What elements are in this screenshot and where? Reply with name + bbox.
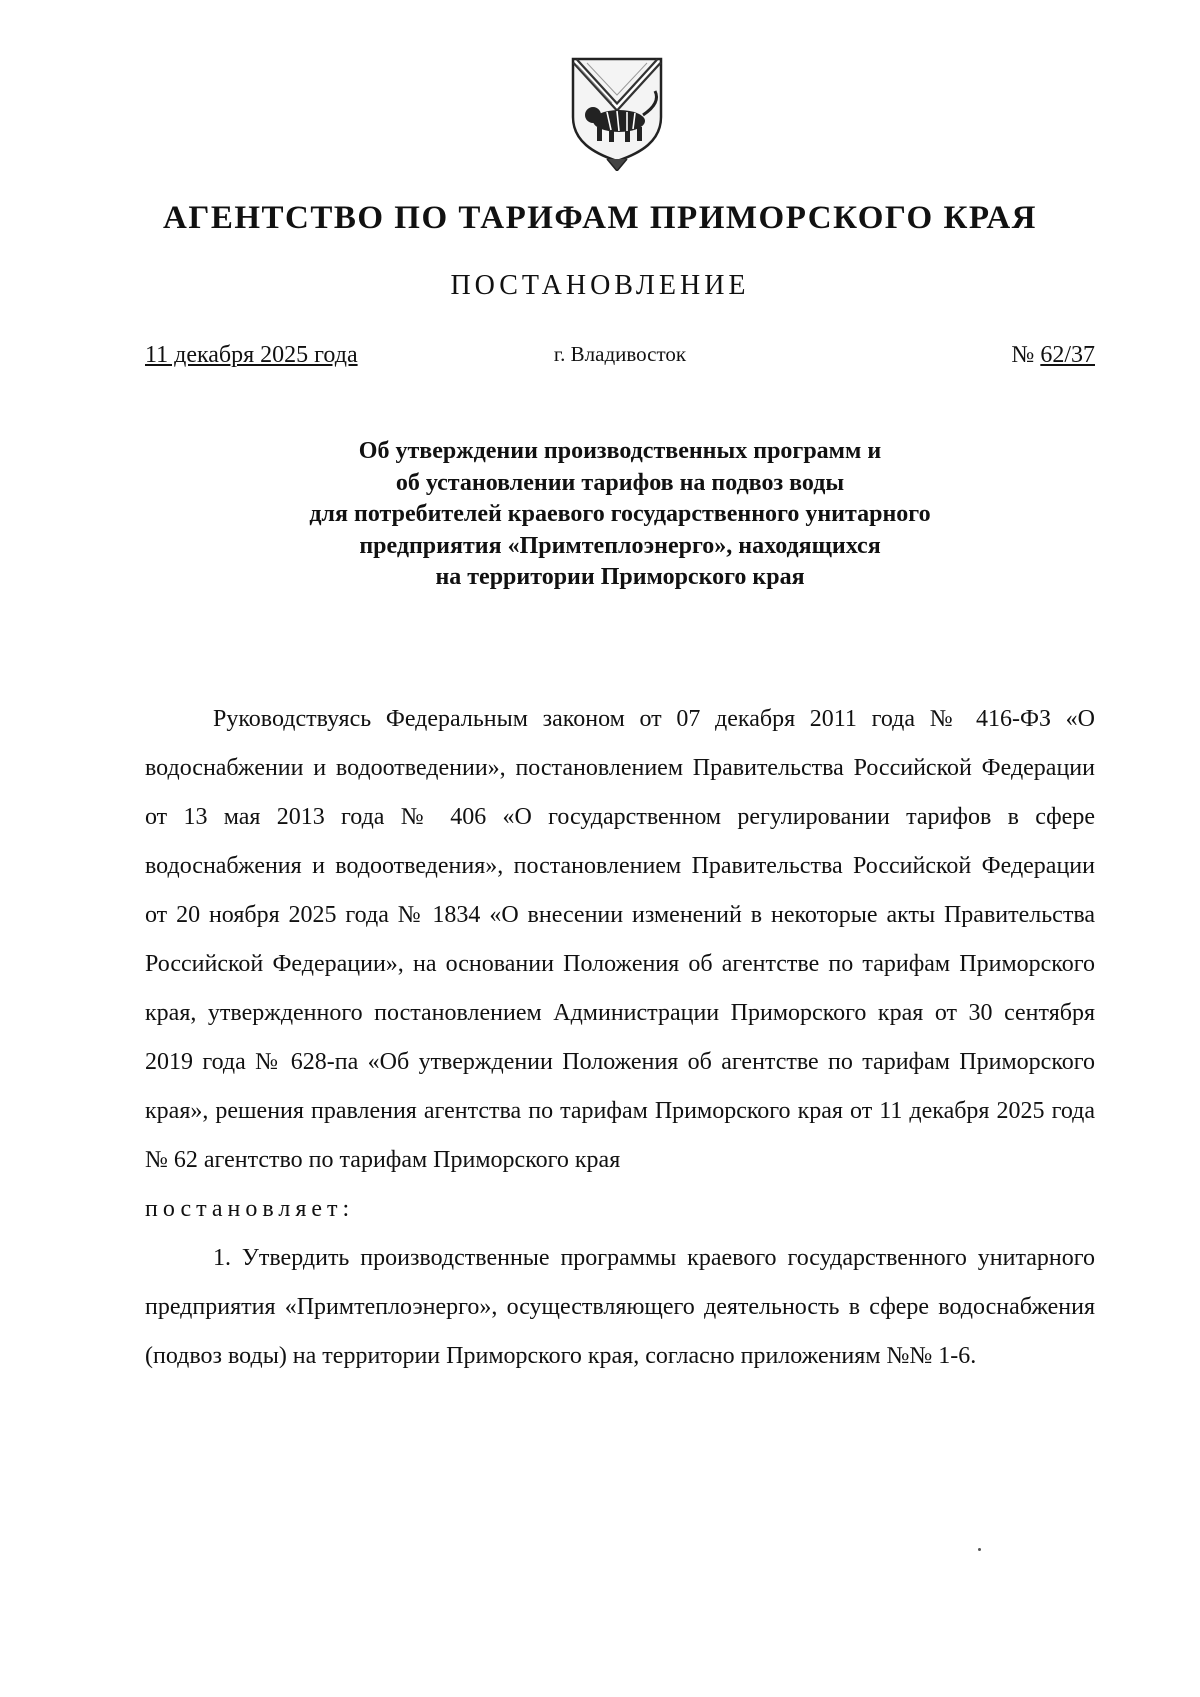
document-heading (150, 436, 1090, 594)
document-body (145, 695, 1095, 1381)
scan-speck (978, 1548, 981, 1551)
heading-line: предприятия «Примтеплоэнерго», находящихся (359, 532, 881, 559)
decree-word: постановляет: (145, 1196, 355, 1222)
document-city: г. Владивосток (553, 342, 687, 366)
document-meta (145, 342, 1095, 382)
document-number (1011, 342, 1095, 369)
preamble-paragraph (145, 695, 1095, 1185)
number-sign: № (1011, 342, 1035, 368)
heading-line: для потребителей краевого государственного унитарного (309, 501, 931, 527)
heading-line: об установлении тарифов на подвоз воды (395, 469, 845, 496)
document-type: ПОСТАНОВЛЕНИЕ (450, 270, 750, 301)
heading-line: на территории Приморского края (435, 564, 805, 590)
preamble-text: Руководствуясь Федеральным законом от 07 декабря 2011 года № 416-ФЗ «О водоснабжении и водоотведении», постановлением Правительства Российской Федерации от 13 мая 2013 года № 406 «О государственном регулировании тарифов в сфере водоснабжения и водоотведения», постановлением Правительства Российской Федерации от 20 ноября 2025 года № 1834 «О внесении изменений в некоторые акты Правительства Российской Федерации», на основании Положения об агентстве по тарифам Приморского края, утвержденного постановлением Администрации Приморского края от 30 сентября 2019 года № 628-па «Об утверждении Положения об агентстве по тарифам Приморского края», решения правления агентства по тарифам Приморского края от 11 декабря 2025 года № 62 агентство по тарифам Приморского края (145, 706, 1095, 1173)
heading-line: Об утверждении производственных программ и (358, 438, 882, 464)
document-date: 11 декабря 2025 года (145, 342, 358, 368)
number-value: 62/37 (1040, 342, 1095, 368)
clause-paragraph: 1. Утвердить производственные программы краевого государственного унитарного предприятия «Примтеплоэнерго», осуществляющего деятельность в сфере водоснабжения (подвоз воды) на территории Приморского края, согласно приложениям №№ 1-6. (145, 1245, 1095, 1369)
agency-title: АГЕНТСТВО ПО ТАРИФАМ ПРИМОРСКОГО КРАЯ (163, 200, 1037, 236)
coat-of-arms-icon (567, 55, 667, 171)
